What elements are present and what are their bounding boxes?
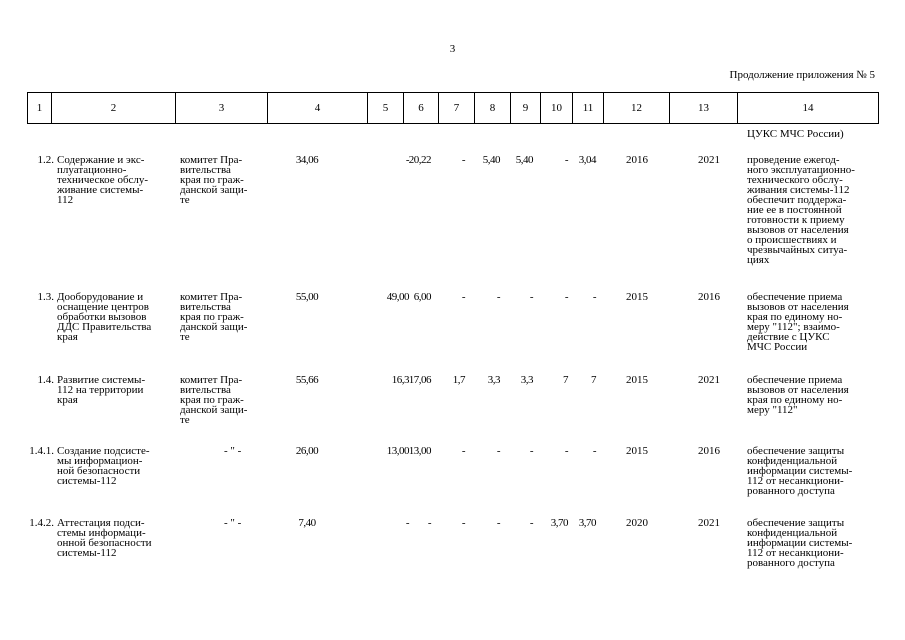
responsible-executor: комитет Пра- вительства края по граж- данской защи- те bbox=[180, 291, 248, 343]
funding-col-10: - bbox=[564, 154, 568, 166]
activity-name: Дооборудование и оснащение центров обработки вызовов ДДС Правительства края bbox=[57, 291, 152, 343]
column-header-3: 3 bbox=[176, 93, 268, 124]
responsible-executor: - " - bbox=[224, 445, 242, 457]
funding-col-9: 3,3 bbox=[520, 374, 533, 386]
row-number: 1.4.2. bbox=[29, 517, 54, 529]
column-header-4: 4 bbox=[268, 93, 368, 124]
funding-col-5: 13,00 bbox=[386, 445, 409, 457]
funding-col-11: - bbox=[592, 445, 596, 457]
row-number: 1.4.1. bbox=[29, 445, 54, 457]
page-number: 3 bbox=[449, 43, 456, 55]
column-header-12: 12 bbox=[604, 93, 670, 124]
row-number: 1.2. bbox=[37, 154, 54, 166]
funding-col-7: - bbox=[461, 517, 465, 529]
funding-col-7: - bbox=[461, 291, 465, 303]
end-year: 2021 bbox=[698, 154, 720, 166]
funding-col-9: 5,40 bbox=[515, 154, 533, 166]
appendix-continuation-caption: Продолжение приложения № 5 bbox=[729, 69, 875, 81]
funding-col-8: 5,40 bbox=[482, 154, 500, 166]
carryover-result-text: ЦУКС МЧС России) bbox=[747, 128, 844, 140]
column-header-13: 13 bbox=[670, 93, 738, 124]
column-header-11: 11 bbox=[573, 93, 604, 124]
funding-col-9: - bbox=[529, 291, 533, 303]
activity-name: Содержание и экс- плуатационно- техническое обслу- живание системы- 112 bbox=[57, 154, 149, 206]
funding-col-5: 16,3 bbox=[391, 374, 409, 386]
end-year: 2021 bbox=[698, 517, 720, 529]
funding-col-9: - bbox=[529, 517, 533, 529]
funding-col-6: 13,00 bbox=[408, 445, 431, 457]
funding-col-5: - bbox=[405, 154, 409, 166]
funding-col-7: - bbox=[461, 445, 465, 457]
funding-col-6: 20,22 bbox=[408, 154, 431, 166]
table-header bbox=[27, 92, 879, 124]
row-number: 1.4. bbox=[37, 374, 54, 386]
responsible-executor: комитет Пра- вительства края по граж- данской защи- те bbox=[180, 154, 248, 206]
column-header-6: 6 bbox=[404, 93, 439, 124]
start-year: 2015 bbox=[626, 291, 648, 303]
expected-result: обеспечение защиты конфиденциальной информации системы- 112 от несанкциони- рованного доступа bbox=[747, 517, 853, 569]
column-header-2: 2 bbox=[52, 93, 176, 124]
funding-col-10: - bbox=[564, 291, 568, 303]
column-header-10: 10 bbox=[541, 93, 573, 124]
funding-col-8: - bbox=[496, 445, 500, 457]
start-year: 2020 bbox=[626, 517, 648, 529]
column-header-9: 9 bbox=[511, 93, 541, 124]
funding-col-6: 17,06 bbox=[408, 374, 431, 386]
funding-col-11: - bbox=[592, 291, 596, 303]
funding-col-10: 7 bbox=[563, 374, 568, 386]
activity-name: Создание подсисте- мы информацион- ной безопасности системы-112 bbox=[57, 445, 150, 487]
end-year: 2021 bbox=[698, 374, 720, 386]
total-funding: 55,66 bbox=[295, 374, 319, 386]
funding-col-7: - bbox=[461, 154, 465, 166]
start-year: 2015 bbox=[626, 445, 648, 457]
expected-result: обеспечение приема вызовов от населения края по единому но- меру "112" bbox=[747, 374, 849, 416]
end-year: 2016 bbox=[698, 445, 720, 457]
column-header-5: 5 bbox=[368, 93, 404, 124]
funding-col-5: - bbox=[405, 517, 409, 529]
column-header-7: 7 bbox=[439, 93, 475, 124]
funding-col-11: 7 bbox=[591, 374, 596, 386]
funding-col-8: - bbox=[496, 517, 500, 529]
funding-col-11: 3,70 bbox=[578, 517, 596, 529]
activity-name: Аттестация подси- стемы информаци- онной безопасности системы-112 bbox=[57, 517, 152, 559]
column-header-8: 8 bbox=[475, 93, 511, 124]
row-number: 1.3. bbox=[37, 291, 54, 303]
funding-col-5: 49,00 bbox=[386, 291, 409, 303]
funding-col-6: 6,00 bbox=[413, 291, 431, 303]
funding-col-8: 3,3 bbox=[487, 374, 500, 386]
start-year: 2015 bbox=[626, 374, 648, 386]
column-header-1: 1 bbox=[28, 93, 52, 124]
total-funding: 55,00 bbox=[295, 291, 319, 303]
total-funding: 26,00 bbox=[295, 445, 319, 457]
expected-result: проведение ежегод- ного эксплуатационно- технического обслу- живания системы-112 обеспечит поддержа- ние ее в постоянной готовности к приему вызовов от населения о происшествиях и чрезвычайных ситуа- циях bbox=[747, 154, 855, 266]
activity-name: Развитие системы- 112 на территории края bbox=[57, 374, 146, 406]
expected-result: обеспечение защиты конфиденциальной информации системы- 112 от несанкциони- рованного доступа bbox=[747, 445, 853, 497]
funding-col-6: - bbox=[427, 517, 431, 529]
funding-col-10: 3,70 bbox=[550, 517, 568, 529]
funding-col-10: - bbox=[564, 445, 568, 457]
end-year: 2016 bbox=[698, 291, 720, 303]
funding-col-7: 1,7 bbox=[452, 374, 465, 386]
total-funding: 34,06 bbox=[295, 154, 319, 166]
expected-result: обеспечение приема вызовов от населения края по единому но- меру "112"; взаимо- действие с ЦУКС МЧС России bbox=[747, 291, 849, 353]
column-header-14: 14 bbox=[738, 93, 879, 124]
total-funding: 7,40 bbox=[298, 517, 316, 529]
funding-col-9: - bbox=[529, 445, 533, 457]
responsible-executor: комитет Пра- вительства края по граж- данской защи- те bbox=[180, 374, 248, 426]
responsible-executor: - " - bbox=[224, 517, 242, 529]
start-year: 2016 bbox=[626, 154, 648, 166]
funding-col-11: 3,04 bbox=[578, 154, 596, 166]
funding-col-8: - bbox=[496, 291, 500, 303]
